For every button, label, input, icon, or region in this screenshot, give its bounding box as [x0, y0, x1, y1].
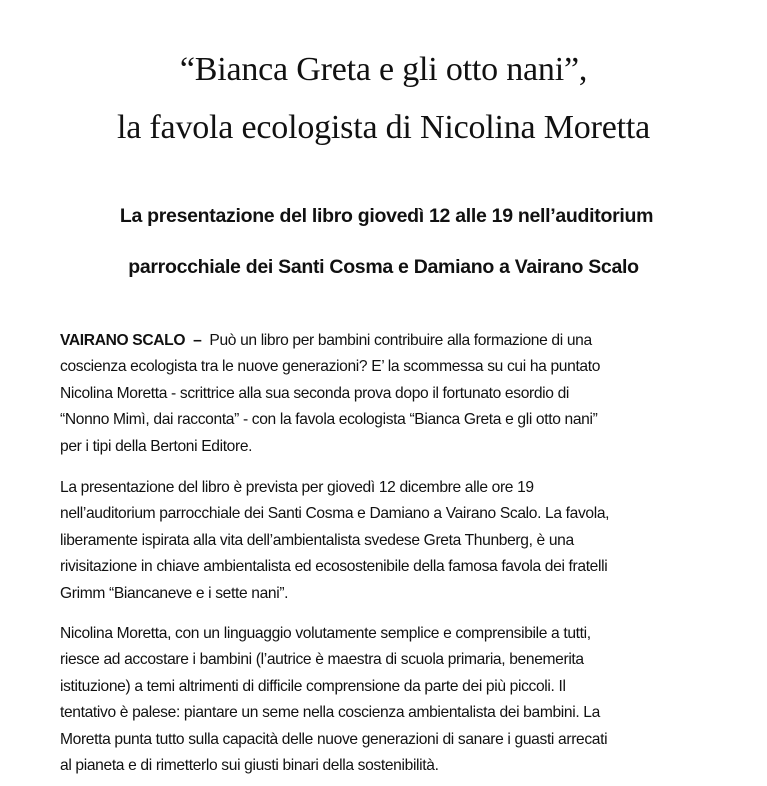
article-paragraph-2: La presentazione del libro è prevista per giovedì 12 dicembre alle ore 19 nell’auditorium parrocchiale dei Santi Cosma e Damiano a Vairano Scalo. La favola, liberamente ispirata alla vita dell’ambientalista svedese Greta Thunberg, è una rivisitazione in chiave ambientalista ed ecosostenibile della famosa favola dei fratelli Grimm “Biancaneve e i sette nani”. [60, 479, 610, 602]
article-paragraph-3: Nicolina Moretta, con un linguaggio volutamente semplice e comprensibile a tutti, riesce ad accostare i bambini (l’autrice è maestra di scuola primaria, benemerita istituzione) a temi altrimenti di difficile comprensione da parte dei più piccoli. Il tentativo è palese: piantare un seme nella coscienza ambientalista dei bambini. La Moretta punta tutto sulla capacità delle nuove generazioni di sanare i guasti arrecati al pianeta e di rimetterlo sui giusti binari della sostenibilità. [60, 625, 608, 775]
headline-line-1: “Bianca Greta e gli otto nani”, [179, 51, 588, 88]
subheadline-line-1: La presentazione del libro giovedì 12 alle 19 nell’auditorium [119, 205, 654, 227]
dateline-separator: – [185, 332, 210, 349]
article-paragraph-1 [60, 328, 740, 460]
subheadline-line-2: parrocchiale dei Santi Cosma e Damiano a Vairano Scalo [128, 256, 639, 278]
headline-line-2: la favola ecologista di Nicolina Moretta [117, 109, 650, 146]
dateline: VAIRANO SCALO [60, 332, 186, 349]
paragraph-1-text: Può un libro per bambini contribuire alla formazione di una coscienza ecologista tra le nuove generazioni? E’ la scommessa su cui ha puntato Nicolina Moretta - scrittrice alla sua seconda prova dopo il fortunato esordio di “Nonno Mimì, dai racconta” - con la favola ecologista “Bianca Greta e gli otto nani” per i tipi della Bertoni Editore. [60, 332, 601, 455]
